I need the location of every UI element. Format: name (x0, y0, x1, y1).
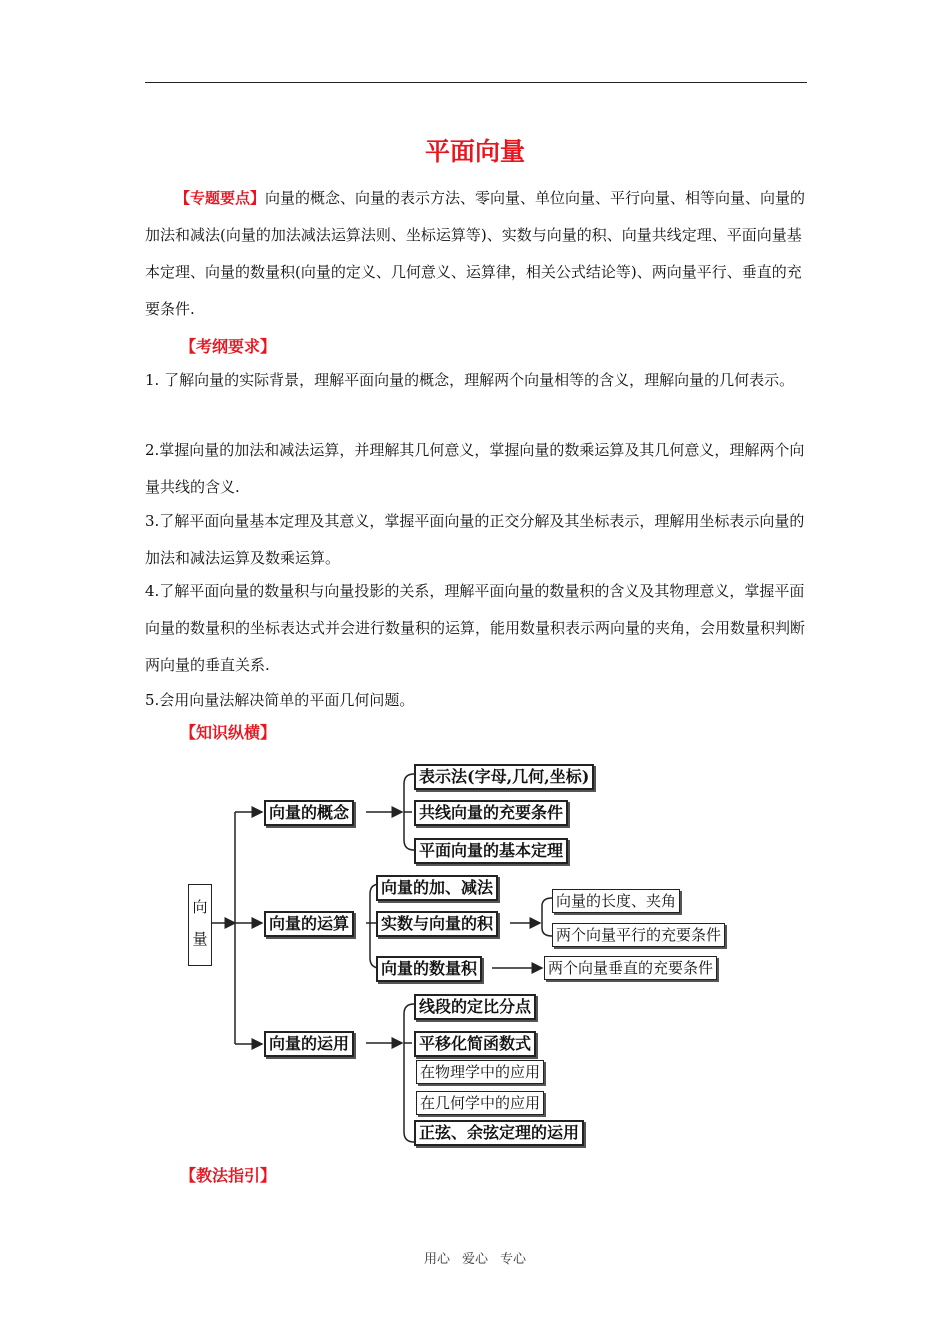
intro-paragraph (145, 180, 807, 328)
node-length-angle: 向量的长度、夹角 (552, 889, 680, 913)
diagram-root: 向 量 (188, 884, 212, 966)
node-parallel-condition: 两个向量平行的充要条件 (552, 923, 725, 947)
node-applications: 向量的运用 (264, 1031, 354, 1057)
header-rule (145, 82, 807, 83)
syllabus-item-5: 5.会用向量法解决简单的平面几何问题。 (145, 691, 415, 709)
node-scalar-product: 实数与向量的积 (376, 911, 498, 937)
syllabus-item-4: 4.了解平面向量的数量积与向量投影的关系，理解平面向量的数量积的含义及其物理意义，掌握平面向量的数量积的坐标表达式并会进行数量积的运算，能用数量积表示两向量的夹角，会用数量积判断两向量的垂直关系. (145, 582, 806, 674)
node-operations: 向量的运算 (264, 911, 354, 937)
method-header: 【教法指引】 (180, 1166, 277, 1185)
node-dot-product: 向量的数量积 (376, 956, 482, 982)
node-perpendicular-condition: 两个向量垂直的充要条件 (544, 956, 717, 980)
intro-text: 向量的概念、向量的表示方法、零向量、单位向量、平行向量、相等向量、向量的加法和减法(向量的加法减法运算法则、坐标运算等)、实数与向量的积、向量共线定理、平面向量基本定理、向量的数量积(向量的定义、几何意义、运算律，相关公式结论等)、两向量平行、垂直的充要条件. (145, 189, 806, 318)
page-title: 平面向量 (424, 137, 525, 166)
knowledge-header: 【知识纵横】 (180, 723, 277, 742)
node-sine-cosine: 正弦、余弦定理的运用 (414, 1120, 584, 1146)
node-section-point: 线段的定比分点 (414, 994, 536, 1020)
node-representation: 表示法(字母,几何,坐标) (414, 764, 594, 790)
syllabus-item-3: 3.了解平面向量基本定理及其意义，掌握平面向量的正交分解及其坐标表示，理解用坐标表示向量的加法和减法运算及数乘运算。 (145, 512, 805, 567)
page-footer: 用心 爱心 专心 (423, 1252, 527, 1267)
node-physics: 在物理学中的应用 (416, 1060, 544, 1084)
intro-label: 【专题要点】 (175, 189, 266, 207)
syllabus-item-1: 1. 了解向量的实际背景，理解平面向量的概念，理解两个向量相等的含义，理解向量的几何表示。 (145, 371, 795, 389)
syllabus-item-2: 2.掌握向量的加法和减法运算，并理解其几何意义，掌握向量的数乘运算及其几何意义，理解两个向量共线的含义. (145, 441, 805, 496)
node-concept: 向量的概念 (264, 800, 354, 826)
knowledge-diagram (180, 756, 760, 1152)
node-translation: 平移化简函数式 (414, 1031, 536, 1057)
node-collinear-condition: 共线向量的充要条件 (414, 800, 568, 826)
syllabus-header: 【考纲要求】 (180, 337, 277, 356)
node-basic-theorem: 平面向量的基本定理 (414, 838, 568, 864)
node-geometry: 在几何学中的应用 (416, 1091, 544, 1115)
node-add-subtract: 向量的加、减法 (376, 875, 498, 901)
